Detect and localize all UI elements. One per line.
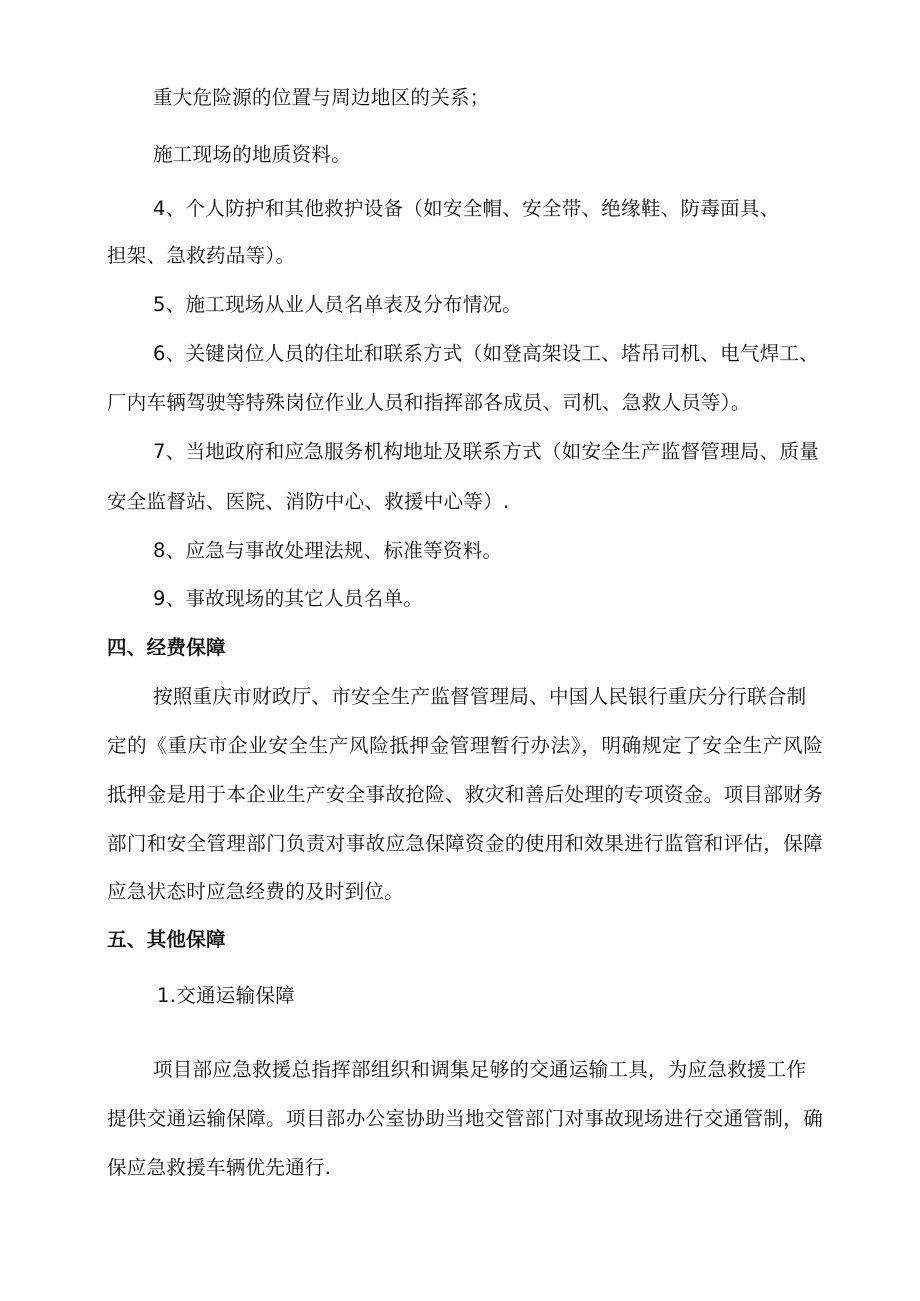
text-line-item-4: 4、个人防护和其他救护设备（如安全帽、安全带、绝缘鞋、防毒面具、 <box>153 197 780 220</box>
text-line-funding-1: 按照重庆市财政厅、市安全生产监督管理局、中国人民银行重庆分行联合制 <box>153 685 807 708</box>
text-line-funding-4: 部门和安全管理部门负责对事故应急保障资金的使用和效果进行监管和评估，保障 <box>107 832 823 855</box>
text-line-item-7: 7、当地政府和应急服务机构地址及联系方式（如安全生产监督管理局、质量 <box>153 440 820 463</box>
text-line-transport-3: 保应急救援车辆优先通行. <box>107 1156 332 1179</box>
text-line-major-hazard: 重大危险源的位置与周边地区的关系； <box>153 86 490 109</box>
section-heading-other: 五、其他保障 <box>107 928 226 951</box>
text-line-funding-2: 定的《重庆市企业安全生产风险抵押金管理暂行办法》，明确规定了安全生产风险 <box>107 734 823 757</box>
text-line-item-6: 6、关键岗位人员的住址和联系方式（如登高架设工、塔吊司机、电气焊工、 <box>153 342 820 365</box>
text-line-item-7-cont: 安全监督站、医院、消防中心、救援中心等）. <box>107 490 510 513</box>
text-line-item-8: 8、应急与事故处理法规、标准等资料。 <box>153 539 503 562</box>
text-line-item-4-cont: 担架、急救药品等）。 <box>107 244 296 267</box>
text-line-transport-2: 提供交通运输保障。项目部办公室协助当地交管部门对事故现场进行交通管制，确 <box>107 1107 823 1130</box>
section-heading-funding: 四、经费保障 <box>107 636 226 659</box>
text-line-geology: 施工现场的地质资料。 <box>153 143 352 166</box>
text-line-item-6-cont: 厂内车辆驾驶等特殊岗位作业人员和指挥部各成员、司机、急救人员等）。 <box>107 391 751 414</box>
text-line-funding-5: 应急状态时应急经费的及时到位。 <box>107 880 405 903</box>
subsection-heading-transport: 1.交通运输保障 <box>157 984 296 1007</box>
text-line-funding-3: 抵押金是用于本企业生产安全事故抢险、救灾和善后处理的专项资金。项目部财务 <box>107 783 823 806</box>
text-line-transport-1: 项目部应急救援总指挥部组织和调集足够的交通运输工具，为应急救援工作 <box>153 1058 807 1081</box>
text-line-item-9: 9、事故现场的其它人员名单。 <box>153 587 424 610</box>
text-line-item-5: 5、施工现场从业人员名单表及分布情况。 <box>153 293 523 316</box>
